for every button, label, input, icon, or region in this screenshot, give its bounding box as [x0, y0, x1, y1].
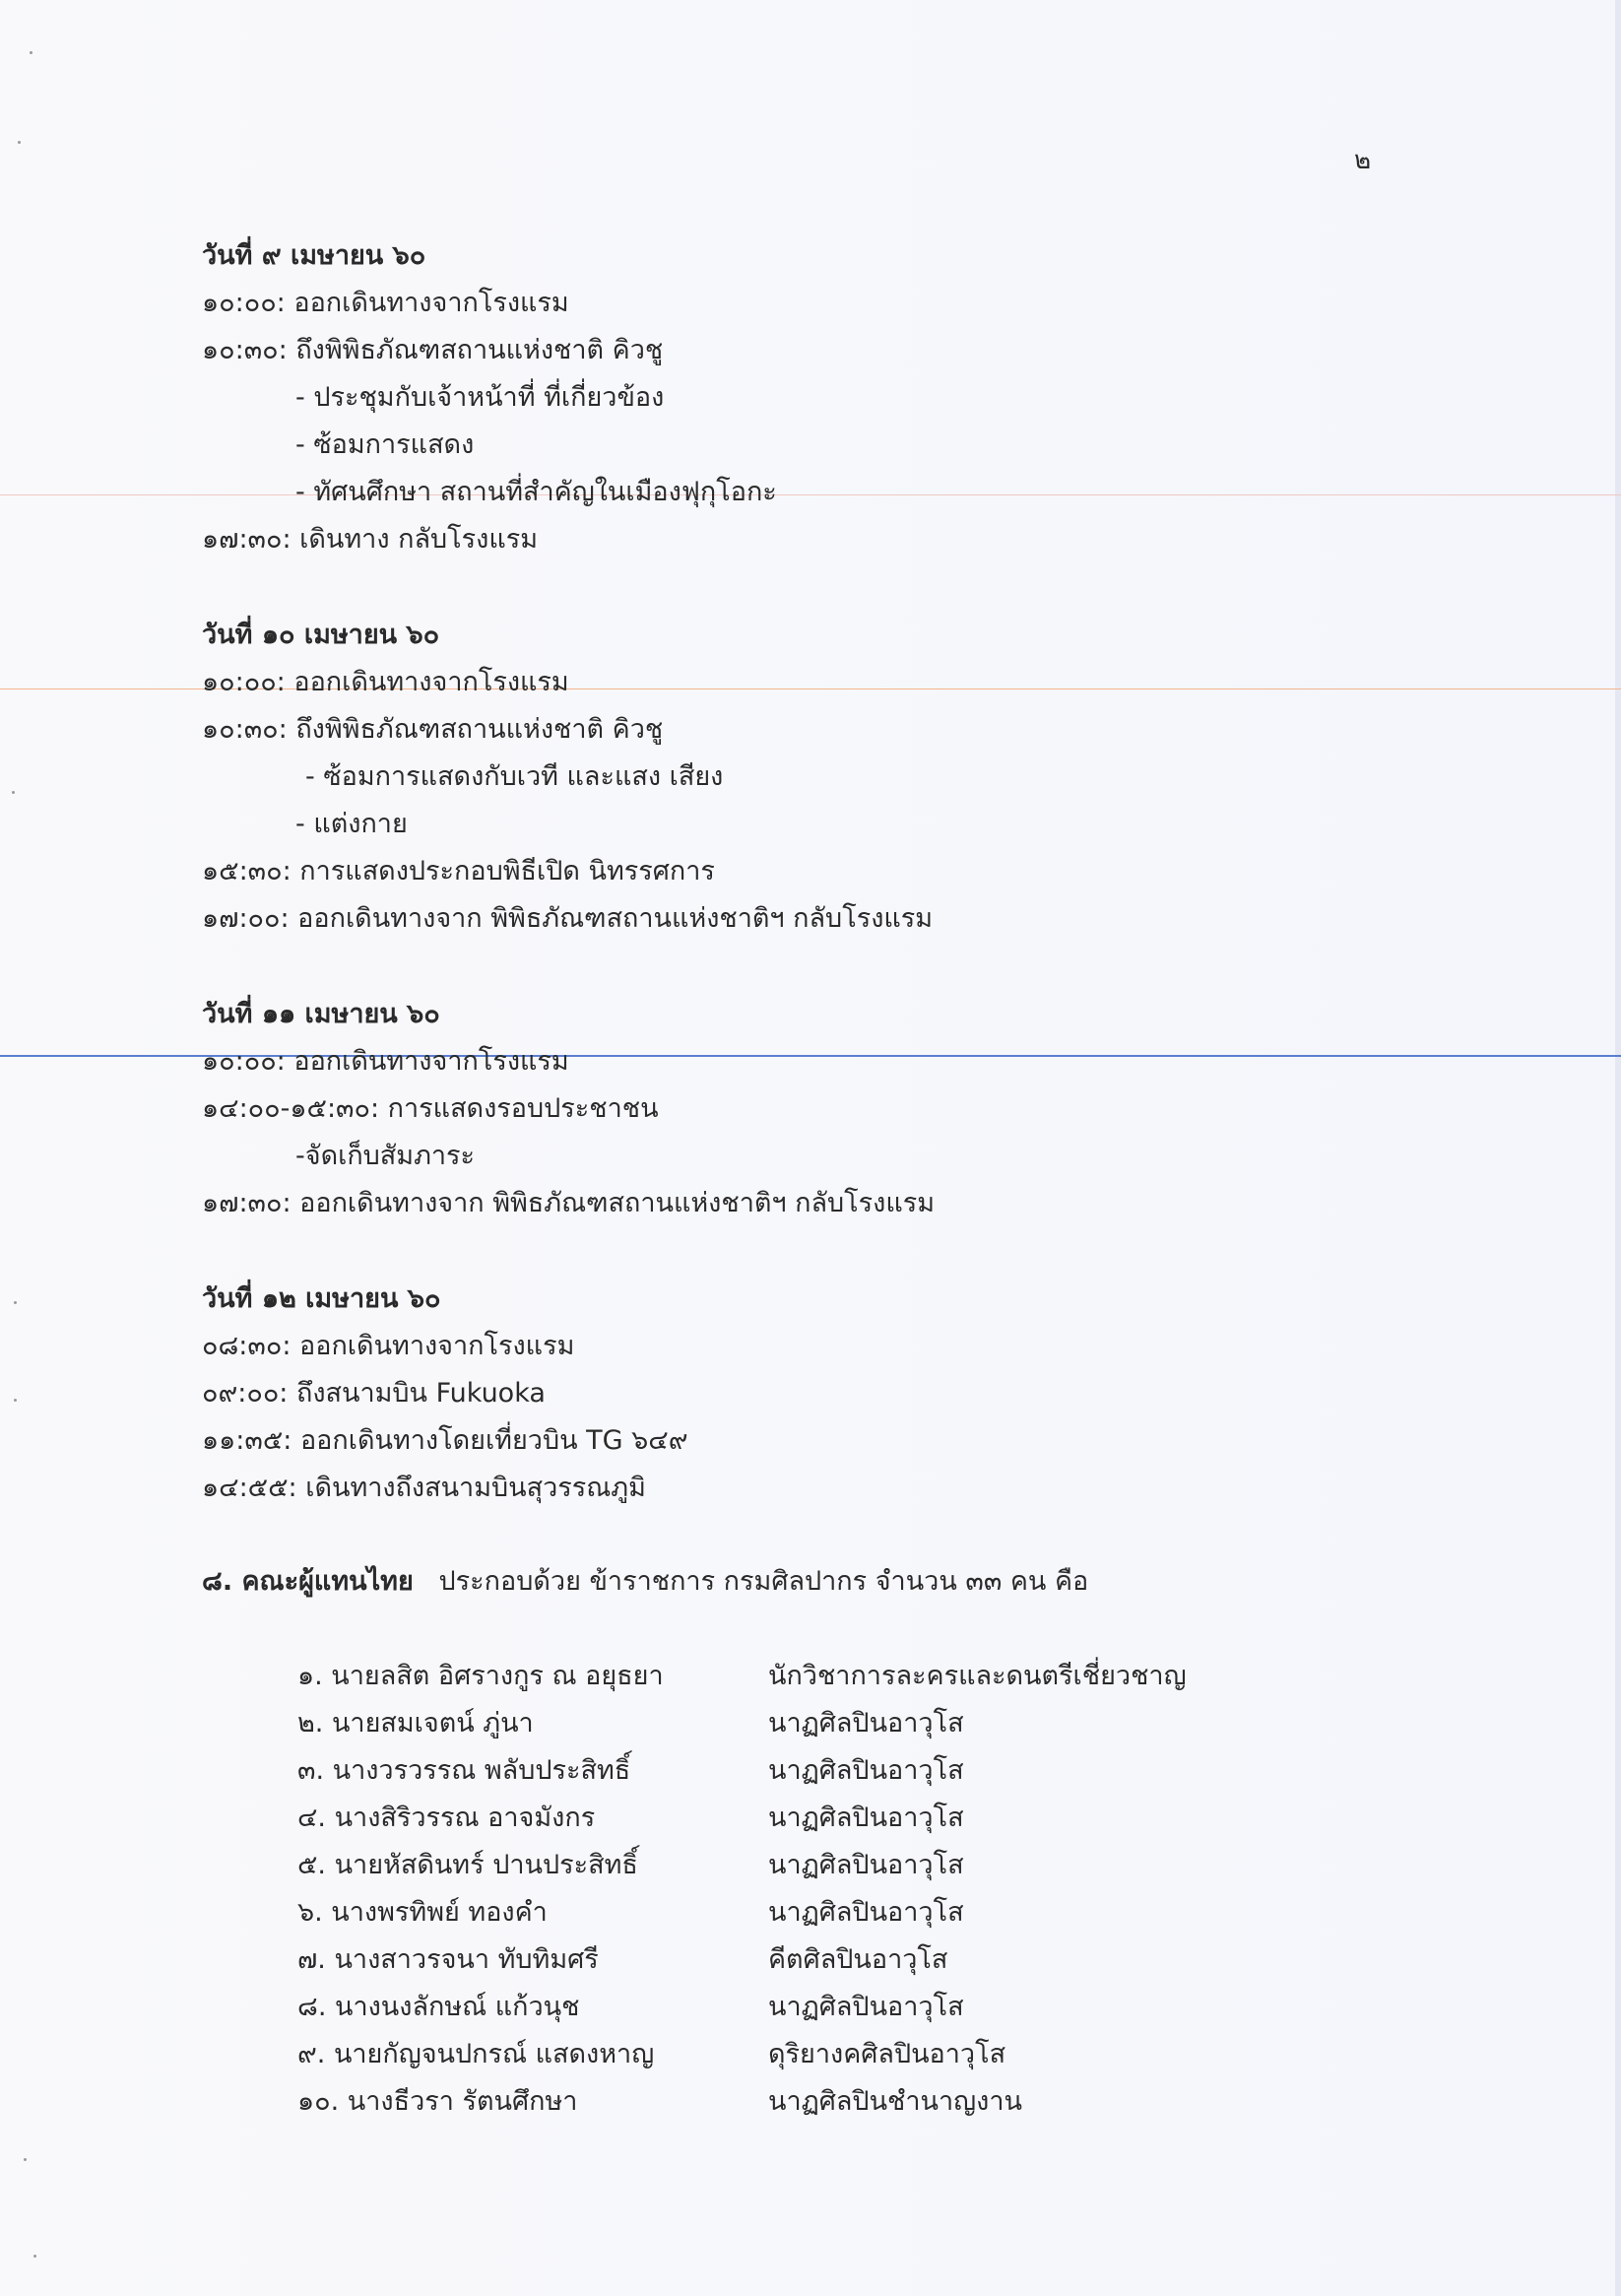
member-name: ๓. นางวรวรรณ พลับประสิทธิ์ — [297, 1755, 631, 1786]
delegation-heading: ๘. คณะผู้แทนไทย — [202, 1566, 414, 1597]
member-name: ๑. นายลสิต อิศรางกูร ณ อยุธยา — [297, 1661, 664, 1691]
day-heading: วันที่ ๑๐ เมษายน ๖๐ — [202, 620, 440, 650]
schedule-line: ๑๐:๐๐: ออกเดินทางจากโรงแรม — [202, 288, 569, 318]
scan-speck — [12, 791, 15, 794]
member-position: นาฏศิลปินอาวุโส — [768, 1803, 964, 1833]
scan-speck — [33, 2255, 36, 2258]
schedule-line: ๑๐:๓๐: ถึงพิพิธภัณฑสถานแห่งชาติ คิวชู — [202, 335, 664, 365]
member-name: ๔. นางสิริวรรณ อาจมังกร — [297, 1803, 596, 1833]
day-heading: วันที่ ๙ เมษายน ๖๐ — [202, 240, 426, 271]
scan-speck — [14, 1301, 17, 1304]
schedule-line: ๑๐:๐๐: ออกเดินทางจากโรงแรม — [202, 1046, 569, 1077]
schedule-subline: - แต่งกาย — [295, 809, 408, 839]
schedule-line: ๑๐:๐๐: ออกเดินทางจากโรงแรม — [202, 667, 569, 697]
schedule-line: ๑๗:๐๐: ออกเดินทางจาก พิพิธภัณฑสถานแห่งชาติฯ กลับโรงแรม — [202, 903, 934, 934]
schedule-subline: - ซ้อมการแสดงกับเวที และแสง เสียง — [305, 761, 724, 792]
schedule-line: ๑๔:๐๐-๑๕:๓๐: การแสดงรอบประชาชน — [202, 1093, 659, 1124]
member-position: นาฏศิลปินอาวุโส — [768, 1755, 964, 1786]
member-name: ๒. นายสมเจตน์ ภู่นา — [297, 1708, 534, 1738]
scan-speck — [24, 2158, 27, 2161]
schedule-line: ๑๕:๓๐: การแสดงประกอบพิธีเปิด นิทรรศการ — [202, 856, 715, 886]
page-number: ๒ — [1354, 146, 1372, 175]
schedule-line: ๑๑:๓๕: ออกเดินทางโดยเที่ยวบิน TG ๖๔๙ — [202, 1425, 688, 1456]
member-name: ๗. นางสาวรจนา ทับทิมศรี — [297, 1944, 599, 1975]
schedule-subline: - ซ้อมการแสดง — [295, 429, 475, 460]
member-position: นาฏศิลปินอาวุโส — [768, 1708, 964, 1738]
scan-speck — [18, 141, 21, 144]
delegation-description: ประกอบด้วย ข้าราชการ กรมศิลปากร จำนวน ๓๓ คน คือ — [438, 1566, 1089, 1597]
member-name: ๖. นางพรทิพย์ ทองคำ — [297, 1897, 548, 1928]
schedule-subline: - ประชุมกับเจ้าหน้าที่ ที่เกี่ยวข้อง — [295, 382, 665, 413]
schedule-line: ๐๙:๐๐: ถึงสนามบิน Fukuoka — [202, 1378, 546, 1409]
schedule-subline: - ทัศนศึกษา สถานที่สำคัญในเมืองฟุกุโอกะ — [295, 477, 777, 507]
member-position: นาฏศิลปินชำนาญงาน — [768, 2086, 1022, 2117]
scan-line — [0, 494, 1621, 495]
schedule-line: ๑๔:๕๕: เดินทางถึงสนามบินสุวรรณภูมิ — [202, 1473, 646, 1503]
page-edge — [1615, 0, 1621, 2296]
member-name: ๑๐. นางธีวรา รัตนศึกษา — [297, 2086, 578, 2117]
schedule-subline: -จัดเก็บสัมภาระ — [295, 1141, 476, 1171]
scan-speck — [14, 1399, 17, 1402]
day-heading: วันที่ ๑๒ เมษายน ๖๐ — [202, 1283, 441, 1314]
schedule-line: ๑๐:๓๐: ถึงพิพิธภัณฑสถานแห่งชาติ คิวชู — [202, 714, 664, 745]
day-heading: วันที่ ๑๑ เมษายน ๖๐ — [202, 999, 440, 1029]
member-name: ๘. นางนงลักษณ์ แก้วนุช — [297, 1992, 580, 2022]
delegation-line — [202, 1564, 1088, 1600]
schedule-line: ๑๗:๓๐: เดินทาง กลับโรงแรม — [202, 524, 539, 555]
scan-speck — [30, 51, 32, 54]
member-position: นาฏศิลปินอาวุโส — [768, 1897, 964, 1928]
member-position: ดุริยางคศิลปินอาวุโส — [768, 2039, 1006, 2069]
member-position: นาฏศิลปินอาวุโส — [768, 1992, 964, 2022]
schedule-line: ๑๗:๓๐: ออกเดินทางจาก พิพิธภัณฑสถานแห่งชาติฯ กลับโรงแรม — [202, 1188, 936, 1218]
member-name: ๕. นายหัสดินทร์ ปานประสิทธิ์ — [297, 1850, 638, 1880]
member-position: นักวิชาการละครและดนตรีเชี่ยวชาญ — [768, 1661, 1187, 1691]
member-name: ๙. นายกัญจนปกรณ์ แสดงหาญ — [297, 2039, 655, 2069]
member-position: นาฏศิลปินอาวุโส — [768, 1850, 964, 1880]
member-position: คีตศิลปินอาวุโส — [768, 1944, 948, 1975]
schedule-line: ๐๘:๓๐: ออกเดินทางจากโรงแรม — [202, 1331, 575, 1361]
